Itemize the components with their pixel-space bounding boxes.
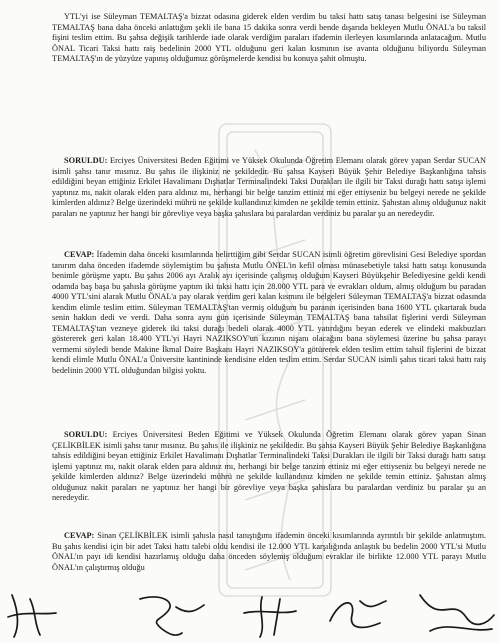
signature-1-icon xyxy=(8,595,56,637)
signature-5-icon xyxy=(420,595,494,631)
signature-4-icon xyxy=(330,601,386,627)
question-sinan-celikbilek xyxy=(52,430,486,504)
answer-body: Sinan ÇELİKBİLEK isimli şahısla nasıl tanıştığımı ifademin önceki kısımlarında ayrıntılı bir şekilde anlatmıştım. Bu şahıs kendisi için bir adet Taksi hattı talebi oldu kendisi ile 12.000 YTL karşılığında anlaştık bu bedelin 2000 YTL'si Mutlu ÖNAL'ın payı idi kendisi hazırlamış olduğu daha önceden söylemiş olduğum evraklar ile birlikte 12.000 YTL parayı Mutlu ÖNAL'ın çalıştırmış olduğu xyxy=(52,531,486,572)
question-label: SORULDU: xyxy=(64,430,108,439)
answer-serdar-sucan xyxy=(52,250,486,377)
signatures xyxy=(0,585,500,643)
answer-body: İfademin daha önceki kısımlarında belirttiğim gibi Serdar SUCAN isimli öğretim görevlisini Gesi Belediye spordan tanırım daha önceden ifademde söylemiştim bu şahısta Mutlu ÖNEL'in kefil olması münasebetiyle taksi hattı satışı konusunda benimle görüşme yaptı. Bu şahıs 2006 ayı Aralık ayı içerisinde çalışmış olduğum Kayseri Büyükşehir Belediyesine geldi kendi odamda baş başa bu şahısla görüşme yaptım iki taksi hattı için 28.000 YTL para ve evrakları oldum, almış olduğum bu paradan 4000 YTL'sini alarak Mutlu ÖNAL'a pay olarak verdim geri kalan kısmını ile belgeleri Süleyman TEMALTAŞ'a bizzat odasında kendim elimle teslim ettim. Süleyman TEMALTAŞ'tan vermiş olduğum bu paranın içerisinden bana 1600 YTL çıkartarak buda senin hakkın dedi ve verdi. Daha sonra aynı gün içerisinde Süleyman TEMALTAŞ bana tahsilat fişlerini verdi Süleyman TEMALTAŞ'tan vezneye giderek iki taksi durağı bedeli olarak 4000 YTL yatırdığını beyan ederek ve elindeki makbuzları göstererek geri kalan 18.400 YTL'yi Hayri NAZIKSOY'un kızının nişanı olacağını bana söylemesi üzerine bu şahsa parayı vermemi söyledi bende Makine İkmal Daire Başkanı Hayri NAZIKSOY'a götürerek elden teslim ettim tahsil fişlerini de bizzat kendi elimle Mutlu ÖNAL'a Üniversite kantininde kendisine elden teslim ettim. Serdar SUCAN isimli şahıs ticari taksi hattı raiş bedelinin 2000 YTL olduğundan bilgisi yoktu. xyxy=(52,250,486,376)
question-label: SORULDU: xyxy=(64,156,108,165)
question-serdar-sucan xyxy=(52,156,486,219)
signature-3-icon xyxy=(244,597,296,637)
answer-sinan-celikbilek xyxy=(52,531,486,573)
paragraph-1 xyxy=(52,12,486,65)
signature-2-icon xyxy=(140,597,204,635)
answer-label: CEVAP: xyxy=(64,531,95,540)
answer-label: CEVAP: xyxy=(64,250,95,259)
question-body: Erciyes Üniversitesi Beden Eğitimi ve Yüksek Okulunda Öğretim Elemanı olarak görev yapan Sinan ÇELİKBİLEK isimli şahsı tanır mısınız. Bu şahıs ile ilişkiniz ne şekildedir. Bu şahsa Kayseri Büyük Şehir Belediye Başkanlığına tahsis edildiğini beyan ettiğiniz Erkilet Havalimanı Dışhatlar Terminalindeki Taksi Durakları ile ilgili bir Taksi durağı hattı satışı işlemi yaptınız mı, nakit olarak elden para aldınız mı, herhangi bir belge tanzim ettiniz mi eğer ettiyseniz bu belgeyi nerede ne şekilde kimlerden aldınız? Belge üzerindeki mührü ne şekilde kullandınız kimden ne şekilde temin ettiniz. Şahıstan almış olduğunuz nakit paraları ne yaptınız her hangi bir görevliye veya başka şahıslara bu paralardan verdiniz bu paralar şu an neredeydir. xyxy=(52,430,486,503)
paragraph-1-body: YTL'yi ise Süleyman TEMALTAŞ'a bizzat odasına giderek elden verdim bu taksi hattı satış tanası belgesini ise Süleyman TEMALTAŞ bana daha önceki anlattığım şekli ile bana 15 dakika sonra verdi bende dışarıda bekleyen Mutlu ÖNAL'a bu taksil fişini teslim ettim. Bu şahsa değişik tarihlerde iade olarak verdiğim paraları ifademin ilerleyen kısımlarında anlatacağım. Mutlu ÖNAL Ticari Taksi hattı raiş bedelinin 2000 YTL olduğunu geri kalan kısmının ise avanta olduğunu biliyordu Süleyman TEMALTAŞ'ın de yüzyüze yapınış olduğumuz görüşmelerde kendisi bu konuya şahit olmuştu. xyxy=(52,12,486,64)
question-body: Erciyes Üniversitesi Beden Eğitimi ve Yüksek Okulunda Öğretim Elemanı olarak görev yapan Serdar SUCAN isimli şahsı tanır mısınız. Bu şahıs ile ilişkiniz ne şekildedir. Bu şahsa Kayseri Büyük Şehir Belediye Başkanlığına tahsis edildiğini beyan ettiğiniz Erkilet Havalimanı Dışhatlar Terminalindeki Taksi Durakları ile ilgili bir Taksi durağı hattı satışı işlemi yaptınız mı, nakit olarak elden para aldınız mı, herhangi bir belge tanzim ettiniz mi eğer ettiyseniz bu belgeyi nerede ne şekilde kimlerden aldınız? Belge üzerindeki mührü ne şekilde kullandınız kimden ne şekilde temin ettiniz. Şahıstan alınış olduğunuz nakit paraları ne yaptınız her hangi bir görevliye veya başka şahıslara bu paralardan verdiniz bu paralar şu an neredeydir. xyxy=(52,156,486,218)
